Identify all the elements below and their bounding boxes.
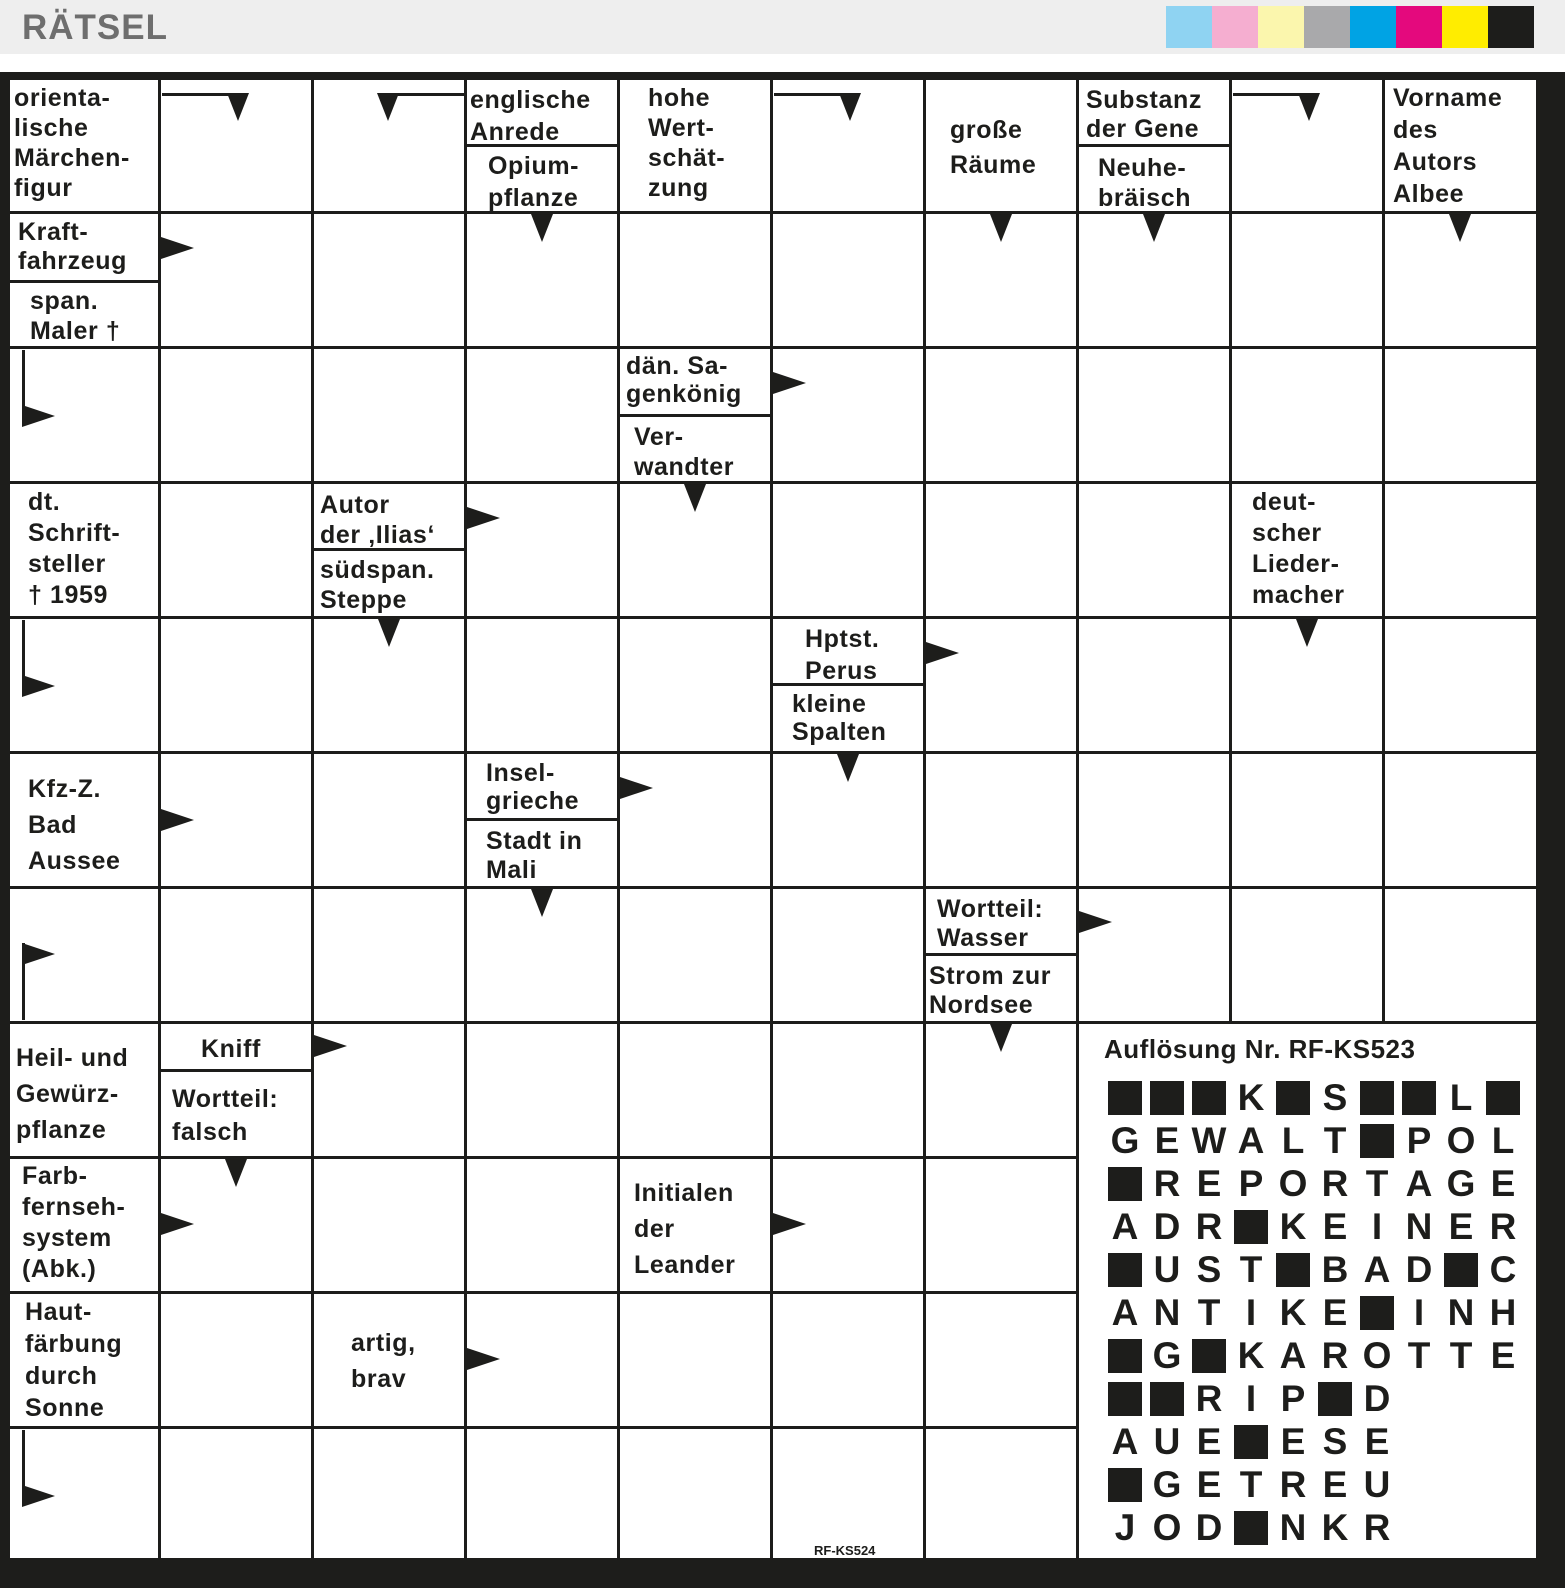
solution-letter: U: [1363, 1464, 1391, 1505]
solution-letter: R: [1153, 1163, 1181, 1204]
solution-letter: J: [1114, 1507, 1136, 1548]
color-swatch-strip: [1166, 6, 1534, 48]
solution-block: [1104, 1079, 1146, 1117]
arrow-down-icon: [225, 1159, 247, 1187]
clue-kleine-spalten: kleine Spalten: [792, 690, 887, 746]
clue-autor-ilias: Autor der ‚Ilias‘: [320, 491, 435, 549]
solution-letter: I: [1245, 1292, 1257, 1333]
solution-block: [1104, 1337, 1146, 1375]
solution-letter: S: [1322, 1421, 1348, 1462]
clue-hptst-perus: Hptst. Perus: [805, 625, 880, 685]
solution-block: [1314, 1380, 1356, 1418]
solution-block: [1230, 1423, 1272, 1461]
arrow-down-icon: [378, 619, 400, 647]
arrow-right-icon: [620, 777, 653, 799]
color-swatch: [1488, 6, 1534, 48]
solution-letter: G: [1446, 1163, 1476, 1204]
solution-letter: T: [1365, 1163, 1389, 1204]
solution-letter: T: [1239, 1249, 1263, 1290]
grid-line: [10, 1291, 1079, 1294]
arrow-right-icon: [314, 1035, 347, 1057]
solution-letter: K: [1279, 1206, 1307, 1247]
solution-letter: W: [1191, 1120, 1227, 1161]
arrow-right-icon: [926, 642, 959, 664]
solution-letter: E: [1322, 1464, 1348, 1505]
arrow-down-icon: [1449, 214, 1471, 242]
color-swatch: [1258, 6, 1304, 48]
clue-inselgrieche: Insel- grieche: [486, 759, 580, 815]
solution-letter: O: [1362, 1335, 1392, 1376]
page-title: RÄTSEL: [22, 8, 168, 47]
clue-deutscher-liedermacher: deut- scher Lieder- macher: [1252, 488, 1345, 609]
solution-letter: H: [1489, 1292, 1517, 1333]
solution-block: [1104, 1466, 1146, 1504]
solution-letter: L: [1449, 1077, 1473, 1118]
clue-hautfaerbung: Haut- färbung durch Sonne: [25, 1298, 123, 1422]
solution-letter: R: [1279, 1464, 1307, 1505]
solution-row: [1104, 1294, 1524, 1332]
solution-letter: R: [1489, 1206, 1517, 1247]
arrow-down-icon: [990, 214, 1012, 242]
solution-letter: T: [1407, 1335, 1431, 1376]
solution-letter: R: [1363, 1507, 1391, 1548]
solution-block: [1272, 1079, 1314, 1117]
clue-strom-zur-nordsee: Strom zur Nordsee: [929, 962, 1052, 1019]
solution-letter: U: [1153, 1421, 1181, 1462]
solution-letter: P: [1406, 1120, 1432, 1161]
solution-letter: A: [1111, 1206, 1139, 1247]
solution-row: [1104, 1423, 1398, 1461]
clue-hohe-wertschaetzung: hohe Wert- schät- zung: [648, 84, 726, 202]
solution-letter: U: [1153, 1249, 1181, 1290]
solution-row: [1104, 1251, 1524, 1289]
solution-letter: E: [1364, 1421, 1390, 1462]
solution-letter: I: [1413, 1292, 1425, 1333]
solution-letter: D: [1153, 1206, 1181, 1247]
solution-letter: P: [1280, 1378, 1306, 1419]
solution-block: [1146, 1079, 1188, 1117]
grid-line: [1076, 80, 1079, 1558]
clue-kfz-bad-aussee: Kfz-Z. Bad Aussee: [28, 775, 121, 875]
arrow-right-icon: [773, 1213, 806, 1235]
grid-line: [1382, 80, 1385, 1023]
arrow-right-icon: [467, 1348, 500, 1370]
solution-letter: D: [1363, 1378, 1391, 1419]
arrow-right-icon: [22, 1485, 55, 1507]
solution-block: [1104, 1165, 1146, 1203]
clue-span-maler: span. Maler †: [30, 287, 121, 345]
clue-opiumpflanze: Opium- pflanze: [488, 152, 580, 212]
color-swatch: [1396, 6, 1442, 48]
clue-wortteil-wasser: Wortteil: Wasser: [937, 895, 1044, 952]
solution-row: [1104, 1122, 1524, 1160]
solution-letter: K: [1237, 1077, 1265, 1118]
solution-block: [1398, 1079, 1440, 1117]
puzzle-code: RF-KS524: [814, 1543, 876, 1558]
solution-letter: T: [1323, 1120, 1347, 1161]
solution-letter: E: [1196, 1464, 1222, 1505]
solution-letter: I: [1371, 1206, 1383, 1247]
grid-line: [10, 211, 1536, 214]
solution-letter: K: [1237, 1335, 1265, 1376]
solution-letter: E: [1154, 1120, 1180, 1161]
color-swatch: [1304, 6, 1350, 48]
solution-block: [1188, 1079, 1230, 1117]
solution-row: [1104, 1466, 1398, 1504]
solution-letter: C: [1489, 1249, 1517, 1290]
solution-block: [1188, 1337, 1230, 1375]
clue-kraftfahrzeug: Kraft- fahrzeug: [18, 218, 127, 275]
solution-row: [1104, 1509, 1398, 1547]
color-swatch: [1212, 6, 1258, 48]
arrow-down-icon: [990, 1024, 1012, 1052]
solution-letter: P: [1238, 1163, 1264, 1204]
grid-line: [10, 751, 1536, 754]
solution-letter: I: [1245, 1378, 1257, 1419]
clue-suedspan-steppe: südspan. Steppe: [320, 556, 435, 614]
grid-line: [311, 80, 314, 1558]
grid-line: [10, 886, 1536, 889]
solution-letter: E: [1490, 1163, 1516, 1204]
clue-artig-brav: artig, brav: [351, 1329, 416, 1393]
solution-letter: A: [1279, 1335, 1307, 1376]
solution-block: [1104, 1380, 1146, 1418]
grid-line: [617, 414, 773, 417]
grid-line: [10, 346, 1536, 349]
solution-letter: S: [1196, 1249, 1222, 1290]
clue-initialen-leander: Initialen der Leander: [634, 1179, 736, 1279]
solution-letter: E: [1196, 1163, 1222, 1204]
solution-letter: B: [1321, 1249, 1349, 1290]
color-swatch: [1166, 6, 1212, 48]
grid-line: [464, 818, 620, 821]
solution-row: [1104, 1208, 1524, 1246]
clue-grosse-raeume: große Räume: [950, 116, 1037, 179]
clue-dt-schriftsteller: dt. Schrift- steller † 1959: [28, 488, 121, 609]
grid-line: [1229, 80, 1232, 1023]
solution-block: [1230, 1509, 1272, 1547]
header-bar: [0, 0, 1565, 54]
solution-letter: D: [1405, 1249, 1433, 1290]
clue-substanz-der-gene: Substanz der Gene: [1086, 86, 1202, 143]
solution-letter: T: [1449, 1335, 1473, 1376]
arrow-right-icon: [22, 405, 55, 427]
grid-line: [158, 1069, 314, 1072]
arrow-right-icon: [773, 372, 806, 394]
solution-letter: A: [1111, 1421, 1139, 1462]
solution-letter: E: [1280, 1421, 1306, 1462]
solution-row: [1104, 1337, 1524, 1375]
solution-letter: G: [1152, 1335, 1182, 1376]
arrow-right-icon: [22, 675, 55, 697]
arrow-down-icon: [684, 484, 706, 512]
solution-letter: R: [1321, 1335, 1349, 1376]
arrow-down-icon: [377, 93, 399, 121]
solution-letter: A: [1405, 1163, 1433, 1204]
grid-line: [10, 481, 1536, 484]
arrow-right-icon: [161, 237, 194, 259]
solution-letter: T: [1197, 1292, 1221, 1333]
arrow-right-icon: [467, 507, 500, 529]
arrow-down-icon: [531, 214, 553, 242]
arrow-right-icon: [161, 1213, 194, 1235]
solution-letter: R: [1195, 1206, 1223, 1247]
solution-block: [1356, 1122, 1398, 1160]
solution-block: [1356, 1294, 1398, 1332]
grid-line: [923, 80, 926, 1558]
arrow-right-icon: [1079, 911, 1112, 933]
solution-letter: G: [1152, 1464, 1182, 1505]
solution-letter: E: [1196, 1421, 1222, 1462]
solution-letter: R: [1321, 1163, 1349, 1204]
arrow-down-icon: [839, 93, 861, 121]
solution-letter: R: [1195, 1378, 1223, 1419]
solution-block: [1440, 1251, 1482, 1289]
clue-heil-gewuerzpflanze: Heil- und Gewürz- pflanze: [16, 1044, 129, 1144]
grid-line: [1076, 144, 1232, 147]
grid-line: [10, 280, 161, 283]
clue-wortteil-falsch: Wortteil: falsch: [172, 1085, 279, 1146]
solution-letter: L: [1281, 1120, 1305, 1161]
solution-block: [1272, 1251, 1314, 1289]
solution-letter: K: [1279, 1292, 1307, 1333]
solution-block: [1104, 1251, 1146, 1289]
solution-letter: N: [1447, 1292, 1475, 1333]
clue-farbfernsehsystem: Farb- fernseh- system (Abk.): [22, 1162, 126, 1283]
arrow-right-icon: [161, 809, 194, 831]
solution-letter: A: [1111, 1292, 1139, 1333]
solution-title: Auflösung Nr. RF-KS523: [1104, 1034, 1416, 1064]
clue-stadt-in-mali: Stadt in Mali: [486, 827, 583, 884]
arrow-down-icon: [1298, 93, 1320, 121]
solution-letter: E: [1322, 1292, 1348, 1333]
solution-row: [1104, 1079, 1524, 1117]
grid-line: [10, 1156, 1079, 1159]
arrow-right-icon: [22, 943, 55, 965]
clue-englische-anrede: englische Anrede: [470, 86, 591, 146]
solution-letter: L: [1491, 1120, 1515, 1161]
solution-letter: E: [1448, 1206, 1474, 1247]
solution-letter: G: [1110, 1120, 1140, 1161]
solution-letter: S: [1322, 1077, 1348, 1118]
solution-letter: A: [1363, 1249, 1391, 1290]
clue-kniff: Kniff: [201, 1035, 261, 1063]
solution-letter: E: [1490, 1335, 1516, 1376]
solution-block: [1230, 1208, 1272, 1246]
grid-line: [923, 953, 1079, 956]
solution-letter: O: [1152, 1507, 1182, 1548]
grid-line: [10, 1426, 1079, 1429]
solution-letter: N: [1279, 1507, 1307, 1548]
color-swatch: [1442, 6, 1488, 48]
solution-letter: T: [1239, 1464, 1263, 1505]
clue-orientalische-maerchenfigur: orienta- lische Märchen- figur: [14, 84, 130, 202]
solution-row: [1104, 1165, 1524, 1203]
solution-letter: K: [1321, 1507, 1349, 1548]
color-swatch: [1350, 6, 1396, 48]
solution-letter: N: [1153, 1292, 1181, 1333]
arrow-stem: [388, 93, 464, 96]
arrow-down-icon: [1143, 214, 1165, 242]
arrow-down-icon: [837, 754, 859, 782]
solution-letter: O: [1446, 1120, 1476, 1161]
clue-vorname-albee: Vorname des Autors Albee: [1393, 84, 1503, 208]
arrow-down-icon: [531, 889, 553, 917]
arrow-down-icon: [227, 93, 249, 121]
solution-letter: A: [1237, 1120, 1265, 1161]
solution-letter: O: [1278, 1163, 1308, 1204]
solution-letter: N: [1405, 1206, 1433, 1247]
solution-row: [1104, 1380, 1398, 1418]
clue-neuhebraeisch: Neuhe- bräisch: [1098, 154, 1192, 212]
solution-block: [1146, 1380, 1188, 1418]
solution-letter: E: [1322, 1206, 1348, 1247]
clue-daen-sagenkoenig: dän. Sa- genkönig: [626, 352, 742, 408]
solution-block: [1356, 1079, 1398, 1117]
grid-line: [770, 80, 773, 1558]
solution-letter: D: [1195, 1507, 1223, 1548]
clue-verwandter: Ver- wandter: [634, 423, 735, 481]
arrow-down-icon: [1296, 619, 1318, 647]
solution-block: [1482, 1079, 1524, 1117]
grid-line: [10, 1021, 1536, 1024]
